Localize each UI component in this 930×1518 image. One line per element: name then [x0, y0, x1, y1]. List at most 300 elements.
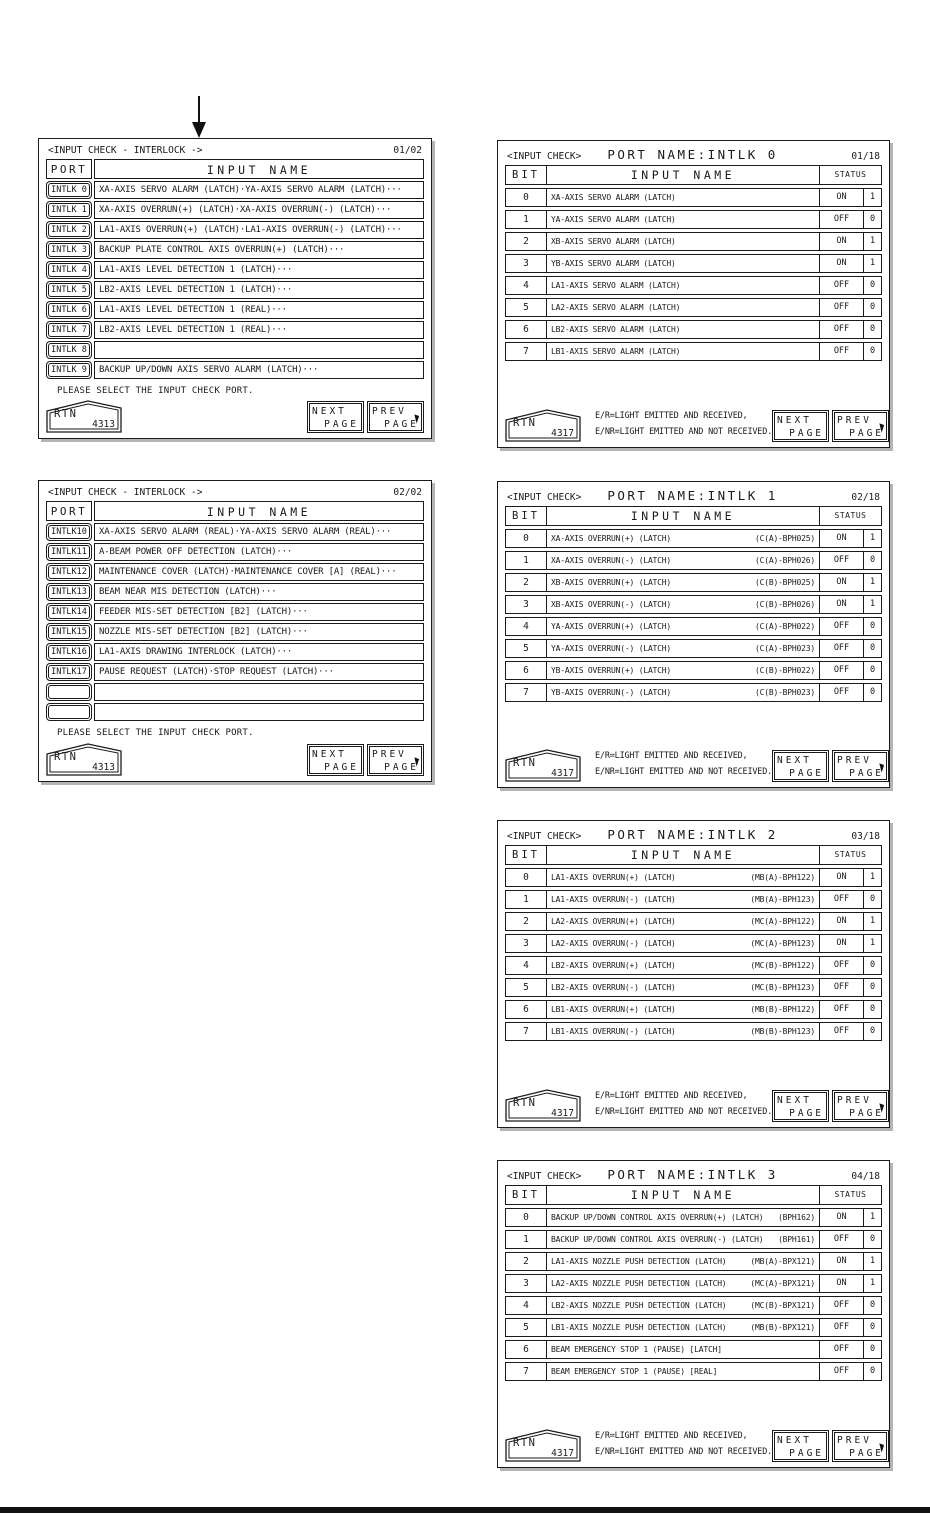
prev-page-label-line2: PAGE: [849, 428, 885, 439]
port-button[interactable]: [46, 523, 92, 541]
status-text-cell: OFF: [819, 1297, 863, 1314]
bit-row: [505, 529, 882, 548]
prev-page-label-line2: PAGE: [384, 419, 419, 430]
next-page-button[interactable]: [307, 401, 364, 433]
bit-table: [505, 1185, 882, 1381]
bit-number-cell: 5: [523, 643, 529, 654]
port-button-label: INTLK 8: [51, 345, 87, 355]
input-name-text: XB-AXIS SERVO ALARM (LATCH): [551, 237, 676, 246]
bit-number-cell: 1: [523, 1234, 529, 1245]
next-page-label-line1: NEXT: [312, 749, 347, 760]
bit-number-cell: 3: [523, 258, 529, 269]
input-check-bit-status-screen: [497, 820, 890, 1128]
bit-row: [505, 978, 882, 997]
rtn-button-label: RTN: [513, 757, 537, 769]
next-page-label-line2: PAGE: [324, 419, 359, 430]
legend-note-line2: E/NR=LIGHT EMITTED AND NOT RECEIVED.: [595, 1106, 773, 1117]
legend-note-line1: E/R=LIGHT EMITTED AND RECEIVED,: [595, 1430, 748, 1441]
port-row: [46, 241, 424, 259]
input-name-cell: [94, 703, 424, 721]
port-button-label: INTLK14: [51, 607, 87, 617]
port-button-label: INTLK 7: [51, 325, 87, 335]
bit-number-cell: 5: [523, 302, 529, 313]
input-ref-text: (MB(A)-BPH122): [750, 873, 815, 882]
input-name-text: BEAM EMERGENCY STOP 1 (PAUSE) [LATCH]: [551, 1345, 722, 1354]
status-text-cell: OFF: [819, 211, 863, 228]
port-name-title: PORT NAME:INTLK 3: [607, 1167, 778, 1182]
input-name-cell: [546, 662, 819, 679]
status-bit-cell: 0: [863, 552, 881, 569]
bit-number-cell: 4: [523, 621, 529, 632]
port-button[interactable]: [46, 643, 92, 661]
input-ref-text: (C(B)-BPH022): [754, 666, 815, 675]
input-name-cell: [546, 343, 819, 360]
next-page-label-line2: PAGE: [789, 1448, 825, 1459]
port-button[interactable]: [46, 563, 92, 581]
port-row: [46, 623, 424, 641]
status-text-cell: ON: [819, 255, 863, 272]
input-name-cell: NOZZLE MIS-SET DETECTION [B2] (LATCH)···: [94, 623, 424, 641]
prev-page-label-line2: PAGE: [849, 1448, 885, 1459]
rtn-button[interactable]: [46, 399, 122, 433]
bit-row: [505, 1296, 882, 1315]
page-indicator: 01/02: [393, 145, 422, 156]
status-bit-cell: 0: [863, 957, 881, 974]
status-text-cell: OFF: [819, 1319, 863, 1336]
input-name-cell: [546, 189, 819, 206]
port-button[interactable]: [46, 663, 92, 681]
input-name-text: BACKUP UP/DOWN CONTROL AXIS OVERRUN(-) (LATCH): [551, 1235, 764, 1244]
bit-row: [505, 1318, 882, 1337]
status-text-cell: OFF: [819, 1341, 863, 1358]
status-bit-cell: 1: [863, 1253, 881, 1270]
input-ref-text: (MB(A)-BPX121): [750, 1257, 815, 1266]
status-bit-cell: 1: [863, 530, 881, 547]
prev-page-label-line2: PAGE: [849, 1108, 885, 1119]
column-header-bit: BIT: [512, 849, 540, 861]
status-bit-cell: 0: [863, 618, 881, 635]
port-button[interactable]: [46, 623, 92, 641]
status-text-cell: OFF: [819, 1363, 863, 1380]
rtn-button[interactable]: [505, 408, 581, 442]
input-ref-text: (C(A)-BPH022): [754, 622, 815, 631]
input-name-cell: BACKUP UP/DOWN AXIS SERVO ALARM (LATCH)···: [94, 361, 424, 379]
input-name-cell: [546, 1253, 819, 1270]
status-bit-cell: 0: [863, 1341, 881, 1358]
legend-note-line1: E/R=LIGHT EMITTED AND RECEIVED,: [595, 410, 748, 421]
status-bit-cell: 0: [863, 299, 881, 316]
bit-row: [505, 617, 882, 636]
prev-page-label-line2: PAGE: [849, 768, 885, 779]
bit-number-cell: 4: [523, 1300, 529, 1311]
bit-number-cell: 2: [523, 916, 529, 927]
port-row: [46, 301, 424, 319]
input-ref-text: (BPH161): [778, 1235, 815, 1244]
port-button-label: INTLK 2: [51, 225, 87, 235]
status-text-cell: OFF: [819, 640, 863, 657]
bit-number-cell: 3: [523, 599, 529, 610]
input-name-cell: [546, 935, 819, 952]
table-header-row: [46, 501, 424, 521]
input-name-cell: [546, 552, 819, 569]
column-header-bit: BIT: [512, 169, 540, 181]
page-indicator: 03/18: [851, 831, 880, 842]
page-buttons: [307, 401, 424, 433]
status-text-cell: OFF: [819, 1023, 863, 1040]
input-name-cell: LB2-AXIS LEVEL DETECTION 1 (REAL)···: [94, 321, 424, 339]
status-text-cell: ON: [819, 869, 863, 886]
bit-row: [505, 934, 882, 953]
status-text-cell: OFF: [819, 891, 863, 908]
port-button-label: INTLK10: [51, 527, 87, 537]
bit-table: [505, 506, 882, 702]
status-text-cell: ON: [819, 233, 863, 250]
input-name-text: XA-AXIS OVERRUN(-) (LATCH): [551, 556, 672, 565]
status-text-cell: OFF: [819, 618, 863, 635]
bit-row: [505, 342, 882, 361]
input-name-cell: [546, 979, 819, 996]
port-button-label: INTLK 4: [51, 265, 87, 275]
input-name-text: LA1-AXIS SERVO ALARM (LATCH): [551, 281, 681, 290]
input-name-cell: [546, 684, 819, 701]
status-bit-cell: 0: [863, 321, 881, 338]
status-bit-cell: 0: [863, 1001, 881, 1018]
status-bit-cell: 0: [863, 1319, 881, 1336]
bit-row: [505, 320, 882, 339]
input-name-text: LA1-AXIS NOZZLE PUSH DETECTION (LATCH): [551, 1257, 727, 1266]
input-name-cell: [546, 1297, 819, 1314]
port-button[interactable]: [46, 281, 92, 299]
input-name-cell: [546, 233, 819, 250]
input-name-cell: [546, 574, 819, 591]
input-ref-text: (MC(A)-BPH123): [750, 939, 815, 948]
input-name-text: LB1-AXIS SERVO ALARM (LATCH): [551, 347, 681, 356]
input-ref-text: (C(A)-BPH023): [754, 644, 815, 653]
prev-page-button[interactable]: [367, 401, 424, 433]
page-buttons: [772, 410, 889, 442]
status-bit-cell: 1: [863, 596, 881, 613]
column-header-status: STATUS: [819, 846, 881, 864]
bit-row: [505, 573, 882, 592]
port-button-label: INTLK 6: [51, 305, 87, 315]
legend-note-line2: E/NR=LIGHT EMITTED AND NOT RECEIVED.: [595, 1446, 773, 1457]
input-name-cell: FEEDER MIS-SET DETECTION [B2] (LATCH)···: [94, 603, 424, 621]
port-row: [46, 663, 424, 681]
legend-note-line1: E/R=LIGHT EMITTED AND RECEIVED,: [595, 1090, 748, 1101]
status-bit-cell: 1: [863, 869, 881, 886]
input-name-cell: [94, 683, 424, 701]
screen-header: [507, 488, 880, 503]
status-bit-cell: 0: [863, 891, 881, 908]
next-page-button[interactable]: [772, 410, 829, 442]
port-button[interactable]: [46, 321, 92, 339]
bit-number-cell: 7: [523, 687, 529, 698]
input-name-cell: [546, 891, 819, 908]
bit-row: [505, 1274, 882, 1293]
status-text-cell: OFF: [819, 321, 863, 338]
port-row: [46, 583, 424, 601]
port-button[interactable]: [46, 603, 92, 621]
input-ref-text: (C(A)-BPH026): [754, 556, 815, 565]
input-name-text: LB2-AXIS SERVO ALARM (LATCH): [551, 325, 681, 334]
status-text-cell: ON: [819, 1275, 863, 1292]
input-name-cell: XA-AXIS OVERRUN(+) (LATCH)·XA-AXIS OVERRUN(-) (LATCH)···: [94, 201, 424, 219]
bit-row: [505, 298, 882, 317]
rtn-button[interactable]: [505, 748, 581, 782]
bit-number-cell: 7: [523, 346, 529, 357]
status-bit-cell: 1: [863, 1209, 881, 1226]
column-header-input-name: INPUT NAME: [546, 846, 819, 864]
port-row: [46, 643, 424, 661]
bit-row: [505, 1022, 882, 1041]
status-bit-cell: 0: [863, 640, 881, 657]
rtn-button-label: RTN: [513, 1097, 537, 1109]
port-button-label: INTLK 0: [51, 185, 87, 195]
status-text-cell: OFF: [819, 277, 863, 294]
prev-page-label-line2: PAGE: [384, 762, 419, 773]
port-row: [46, 221, 424, 239]
port-button[interactable]: [46, 361, 92, 379]
input-ref-text: (C(B)-BPH023): [754, 688, 815, 697]
screen-footer: [505, 1428, 885, 1462]
input-name-text: LA2-AXIS SERVO ALARM (LATCH): [551, 303, 681, 312]
port-button[interactable]: [46, 241, 92, 259]
input-name-text: XA-AXIS OVERRUN(+) (LATCH): [551, 534, 672, 543]
input-name-text: LA2-AXIS NOZZLE PUSH DETECTION (LATCH): [551, 1279, 727, 1288]
bit-row: [505, 254, 882, 273]
next-page-label-line2: PAGE: [789, 768, 825, 779]
prev-page-label-line1: PREV: [837, 1435, 872, 1446]
bit-row: [505, 595, 882, 614]
prev-page-button[interactable]: [832, 1430, 889, 1462]
status-bit-cell: 1: [863, 233, 881, 250]
bit-number-cell: 5: [523, 982, 529, 993]
bit-number-cell: 0: [523, 1212, 529, 1223]
port-row: [46, 683, 424, 701]
rtn-button-label: RTN: [54, 408, 78, 420]
status-text-cell: ON: [819, 596, 863, 613]
port-button[interactable]: [46, 181, 92, 199]
input-name-text: XB-AXIS OVERRUN(+) (LATCH): [551, 578, 672, 587]
bit-row: [505, 1230, 882, 1249]
port-button[interactable]: [46, 543, 92, 561]
input-name-cell: [546, 1023, 819, 1040]
prev-page-label-line1: PREV: [372, 406, 407, 417]
port-button-label: INTLK 1: [51, 205, 87, 215]
status-text-cell: OFF: [819, 1001, 863, 1018]
input-name-cell: [94, 341, 424, 359]
status-text-cell: ON: [819, 574, 863, 591]
prev-page-label-line1: PREV: [837, 1095, 872, 1106]
screen-title: <INPUT CHECK>: [507, 1171, 582, 1182]
input-name-text: LB2-AXIS NOZZLE PUSH DETECTION (LATCH): [551, 1301, 727, 1310]
rtn-button-label: RTN: [54, 751, 78, 763]
port-row: [46, 321, 424, 339]
bit-number-cell: 7: [523, 1366, 529, 1377]
legend-note-line2: E/NR=LIGHT EMITTED AND NOT RECEIVED.: [595, 426, 773, 437]
legend-note-line2: E/NR=LIGHT EMITTED AND NOT RECEIVED.: [595, 766, 773, 777]
status-text-cell: OFF: [819, 684, 863, 701]
status-text-cell: ON: [819, 530, 863, 547]
status-text-cell: ON: [819, 935, 863, 952]
next-page-label-line1: NEXT: [777, 415, 812, 426]
next-page-button[interactable]: [772, 1090, 829, 1122]
input-name-cell: BEAM NEAR MIS DETECTION (LATCH)···: [94, 583, 424, 601]
bit-table: [505, 165, 882, 361]
column-header-bit: BIT: [512, 1189, 540, 1201]
rtn-button[interactable]: [505, 1088, 581, 1122]
column-header-bit: BIT: [512, 510, 540, 522]
input-name-cell: [546, 530, 819, 547]
screen-footer: [46, 742, 424, 776]
prompt-text: PLEASE SELECT THE INPUT CHECK PORT.: [57, 386, 254, 396]
status-bit-cell: 1: [863, 255, 881, 272]
column-header-input-name: INPUT NAME: [546, 1186, 819, 1204]
port-button[interactable]: [46, 221, 92, 239]
column-header-port: PORT: [46, 159, 92, 179]
input-name-text: YA-AXIS OVERRUN(-) (LATCH): [551, 644, 672, 653]
input-name-cell: [546, 1231, 819, 1248]
next-page-label-line2: PAGE: [789, 428, 825, 439]
prev-page-button[interactable]: [832, 750, 889, 782]
input-name-cell: LA1-AXIS LEVEL DETECTION 1 (REAL)···: [94, 301, 424, 319]
status-text-cell: OFF: [819, 299, 863, 316]
port-button-label: INTLK 9: [51, 365, 87, 375]
bit-row: [505, 188, 882, 207]
bit-number-cell: 0: [523, 872, 529, 883]
port-row: [46, 603, 424, 621]
input-name-text: YB-AXIS OVERRUN(+) (LATCH): [551, 666, 672, 675]
prev-page-label-line1: PREV: [372, 749, 407, 760]
legend-notes: [595, 748, 772, 780]
port-button[interactable]: [46, 703, 92, 721]
next-page-button[interactable]: [307, 744, 364, 776]
table-header-row: [46, 159, 424, 179]
port-button-label: INTLK15: [51, 627, 87, 637]
next-page-button[interactable]: [772, 1430, 829, 1462]
rtn-button-code: 4313: [92, 419, 115, 430]
bit-number-cell: 1: [523, 555, 529, 566]
input-name-text: XA-AXIS SERVO ALARM (LATCH): [551, 193, 676, 202]
status-bit-cell: 0: [863, 979, 881, 996]
port-row: [46, 201, 424, 219]
port-button[interactable]: [46, 301, 92, 319]
screen-footer: [505, 408, 885, 442]
port-row: [46, 703, 424, 721]
input-ref-text: (MC(B)-BPH123): [750, 983, 815, 992]
column-header-input-name: INPUT NAME: [546, 166, 819, 184]
screen-title: <INPUT CHECK - INTERLOCK ->: [48, 145, 203, 156]
status-text-cell: ON: [819, 1253, 863, 1270]
bit-row: [505, 1208, 882, 1227]
bit-number-cell: 4: [523, 280, 529, 291]
input-name-cell: [546, 913, 819, 930]
port-button-label: INTLK13: [51, 587, 87, 597]
prev-page-button[interactable]: [832, 1090, 889, 1122]
status-bit-cell: 1: [863, 574, 881, 591]
port-button[interactable]: [46, 201, 92, 219]
port-button[interactable]: [46, 683, 92, 701]
rtn-button-label: RTN: [513, 1437, 537, 1449]
port-name-title: PORT NAME:INTLK 0: [607, 147, 778, 162]
prev-page-button[interactable]: [832, 410, 889, 442]
legend-note-line1: E/R=LIGHT EMITTED AND RECEIVED,: [595, 750, 748, 761]
input-name-text: LA2-AXIS OVERRUN(-) (LATCH): [551, 939, 676, 948]
input-name-cell: LA1-AXIS DRAWING INTERLOCK (LATCH)···: [94, 643, 424, 661]
port-table: [46, 501, 424, 721]
status-bit-cell: 0: [863, 1297, 881, 1314]
bit-row: [505, 661, 882, 680]
table-header-row: [505, 845, 882, 865]
input-ref-text: (MC(B)-BPH122): [750, 961, 815, 970]
table-header-row: [505, 506, 882, 526]
input-ref-text: (MC(B)-BPX121): [750, 1301, 815, 1310]
input-name-cell: [546, 277, 819, 294]
next-page-label-line1: NEXT: [777, 1095, 812, 1106]
input-name-cell: PAUSE REQUEST (LATCH)·STOP REQUEST (LATCH)···: [94, 663, 424, 681]
input-name-cell: A-BEAM POWER OFF DETECTION (LATCH)···: [94, 543, 424, 561]
next-page-label-line1: NEXT: [777, 1435, 812, 1446]
port-button-label: INTLK11: [51, 547, 87, 557]
rtn-button[interactable]: [46, 742, 122, 776]
input-name-text: LB1-AXIS NOZZLE PUSH DETECTION (LATCH): [551, 1323, 727, 1332]
down-arrow-icon: [188, 92, 210, 140]
input-name-text: BACKUP UP/DOWN CONTROL AXIS OVERRUN(+) (LATCH): [551, 1213, 764, 1222]
bit-number-cell: 0: [523, 192, 529, 203]
screen-footer: [505, 748, 885, 782]
table-header-row: [505, 165, 882, 185]
input-name-cell: [546, 618, 819, 635]
status-bit-cell: 0: [863, 1231, 881, 1248]
bit-table: [505, 845, 882, 1041]
input-name-cell: [546, 640, 819, 657]
input-name-cell: [546, 869, 819, 886]
status-text-cell: OFF: [819, 979, 863, 996]
legend-notes: [595, 408, 772, 440]
bit-row: [505, 1340, 882, 1359]
screen-title: <INPUT CHECK>: [507, 492, 582, 503]
bit-row: [505, 912, 882, 931]
prev-page-button[interactable]: [367, 744, 424, 776]
input-ref-text: (MC(A)-BPH122): [750, 917, 815, 926]
table-header-row: [505, 1185, 882, 1205]
bit-row: [505, 639, 882, 658]
bit-number-cell: 6: [523, 324, 529, 335]
prompt-text: PLEASE SELECT THE INPUT CHECK PORT.: [57, 728, 254, 738]
input-name-cell: BACKUP PLATE CONTROL AXIS OVERRUN(+) (LATCH)···: [94, 241, 424, 259]
status-bit-cell: 0: [863, 1023, 881, 1040]
next-page-button[interactable]: [772, 750, 829, 782]
column-header-status: STATUS: [819, 1186, 881, 1204]
port-row: [46, 281, 424, 299]
port-name-title: PORT NAME:INTLK 2: [607, 827, 778, 842]
next-page-label-line1: NEXT: [777, 755, 812, 766]
port-button[interactable]: [46, 583, 92, 601]
screen-title: <INPUT CHECK - INTERLOCK ->: [48, 487, 203, 498]
port-button[interactable]: [46, 261, 92, 279]
bit-row: [505, 232, 882, 251]
bit-number-cell: 2: [523, 1256, 529, 1267]
bit-row: [505, 890, 882, 909]
port-button[interactable]: [46, 341, 92, 359]
rtn-button[interactable]: [505, 1428, 581, 1462]
input-name-cell: [546, 1363, 819, 1380]
bit-number-cell: 1: [523, 894, 529, 905]
port-row: [46, 261, 424, 279]
port-row: [46, 563, 424, 581]
prev-page-label-line1: PREV: [837, 415, 872, 426]
port-button-label: INTLK 3: [51, 245, 87, 255]
